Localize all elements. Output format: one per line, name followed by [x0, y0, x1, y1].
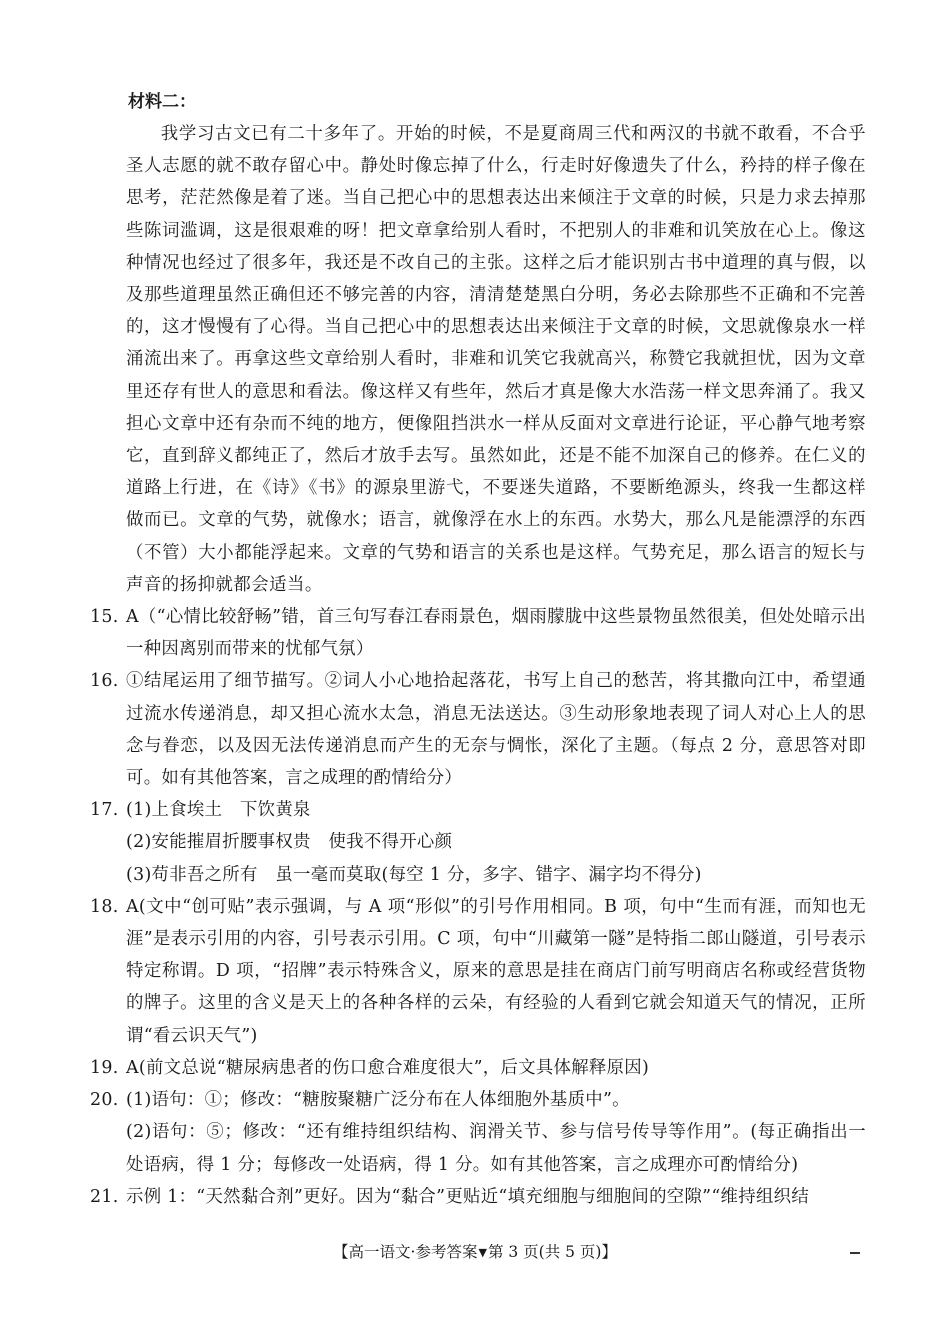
page-mark — [850, 1252, 860, 1254]
answer-number: 21. — [90, 1186, 119, 1207]
answer-list — [90, 601, 870, 1213]
answer-line: (3)苟非吾之所有 虽一毫而莫取(每空 1 分，多字、错字、漏字均不得分) — [126, 864, 702, 885]
material-passage — [90, 118, 870, 601]
triangle-down-icon: ▼ — [478, 1246, 487, 1259]
answer-body — [126, 794, 870, 891]
answer-number: 15. — [90, 607, 119, 628]
answer-19 — [90, 1052, 870, 1084]
answer-line: (1)上食埃土 下饮黄泉 — [126, 800, 311, 821]
page-content — [90, 88, 870, 1213]
answer-number: 20. — [90, 1090, 119, 1111]
answer-body — [126, 601, 870, 665]
answer-body — [126, 665, 870, 794]
answer-line: (2)语句：⑤；修改：“还有维持组织结构、润滑关节、参与信号传导等作用”。(每正确指出一处语病，得 1 分；每修改一处语病，得 1 分。如有其他答案，言之成理亦可酌情给分) — [126, 1122, 866, 1175]
answer-line: A(前文总说“糖尿病患者的伤口愈合难度很大”，后文具体解释原因) — [126, 1057, 650, 1078]
answer-body — [126, 1052, 870, 1084]
answer-body — [126, 891, 870, 1052]
material-heading: 材料二： — [128, 92, 196, 112]
answer-body — [126, 1084, 870, 1181]
answer-number: 18. — [90, 896, 119, 917]
answer-number: 19. — [90, 1057, 119, 1078]
answer-line: A(文中“创可贴”表示强调，与 A 项“形似”的引号作用相同。B 项，句中“生而有涯，而知也无涯”是表示引用的内容，引号表示引用。C 项，句中“川藏第一隧”是特指二郎山隧道，引号表示特定称谓。D 项，“招牌”表示特殊含义，原来的意思是挂在商店门前写明商店名称或经营货物的牌子。这里的含义是天上的各种各样的云朵，有经验的人看到它就会知道天气的情况，正所谓“看云识天气”) — [126, 896, 866, 1046]
answer-line: (1)语句：①；修改：“糖胺聚糖广泛分布在人体细胞外基质中”。 — [126, 1090, 630, 1111]
answer-20 — [90, 1084, 870, 1181]
footer-subject: 【高一语文·参考答案 — [333, 1243, 478, 1261]
answer-number: 17. — [90, 800, 119, 821]
answer-16 — [90, 665, 870, 794]
answer-18 — [90, 891, 870, 1052]
footer-page-number: 第 3 页(共 5 页)】 — [487, 1243, 617, 1261]
answer-21 — [90, 1181, 870, 1213]
answer-15 — [90, 601, 870, 665]
passage-paragraph: 我学习古文已有二十多年了。开始的时候，不是夏商周三代和两汉的书就不敢看，不合乎圣人志愿的就不敢存留心中。静处时像忘掉了什么，行走时好像遗失了什么，矜持的样子像在思考，茫茫然像是着了迷。当自己把心中的思想表达出来倾注于文章的时候，只是力求去掉那些陈词滥调，这是很艰难的呀！把文章拿给别人看时，不把别人的非难和讥笑放在心上。像这种情况也经过了很多年，我还是不改自己的主张。这样之后才能识别古书中道理的真与假，以及那些道理虽然正确但还不够完善的内容，清清楚楚黑白分明，务必去除那些不正确和不完善的，这才慢慢有了心得。当自己把心中的思想表达出来倾注于文章的时候，文思就像泉水一样涌流出来了。再拿这些文章给别人看时，非难和讥笑它我就高兴，称赞它我就担忧，因为文章里还存有世人的意思和看法。像这样又有些年，然后才真是像大水浩荡一样文思奔涌了。我又担心文章中还有杂而不纯的地方，便像阻挡洪水一样从反面对文章进行论证，平心静气地考察它，直到辞义都纯正了，然后才放手去写。虽然如此，还是不能不加深自己的修养。在仁义的道路上行进，在《诗》《书》的源泉里游弋，不要迷失道路，不要断绝源头，终我一生都这样做而已。文章的气势，就像水；语言，就像浮在水上的东西。水势大，那么凡是能漂浮的东西（不管）大小都能浮起来。文章的气势和语言的关系也是这样。气势充足，那么语言的短长与声音的扬抑就都会适当。 — [126, 124, 866, 595]
answer-number: 16. — [90, 671, 119, 692]
answer-line: ①结尾运用了细节描写。②词人小心地拾起落花，书写上自己的愁苦，将其撒向江中，希望通过流水传递消息，却又担心流水太急，消息无法送达。③生动形象地表现了词人对心上人的思念与眷恋，以及因无法传递消息而产生的无奈与惆怅，深化了主题。（每点 2 分，意思答对即可。如有其他答案，言之成理的酌情给分） — [126, 671, 866, 789]
answer-line: 示例 1：“天然黏合剂”更好。因为“黏合”更贴近“填充细胞与细胞间的空隙”“维持组织结 — [126, 1186, 810, 1207]
answer-line: (2)安能摧眉折腰事权贵 使我不得开心颜 — [126, 832, 453, 853]
answer-line: A（“心情比较舒畅”错，首三句写春江春雨景色，烟雨朦胧中这些景物虽然很美，但处处暗示出一种因离别而带来的忧郁气氛） — [126, 607, 866, 660]
answer-body — [126, 1181, 870, 1213]
page-footer — [0, 1240, 950, 1265]
answer-17 — [90, 794, 870, 891]
